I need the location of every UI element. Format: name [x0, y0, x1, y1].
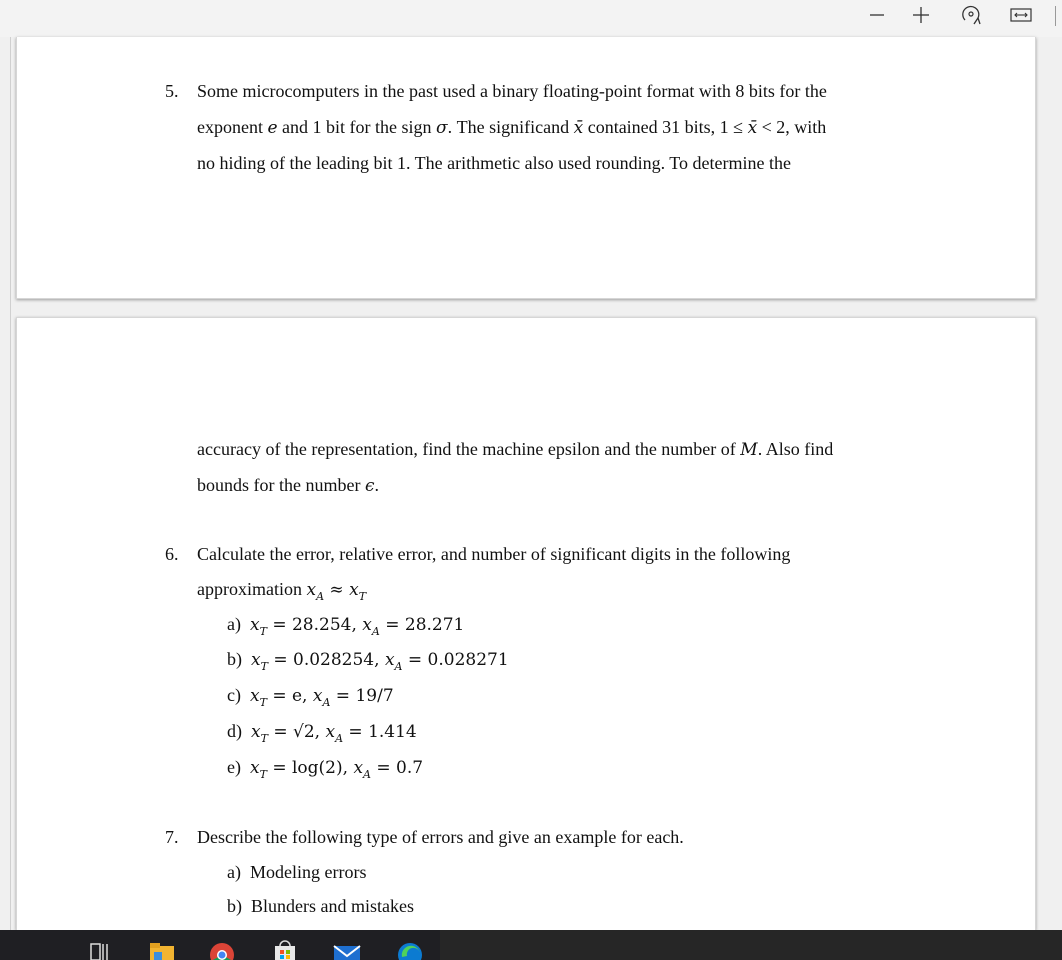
question-6-line-1: Calculate the error, relative error, and number of significant digits in the following [197, 544, 791, 564]
taskbar-empty-area [440, 930, 1062, 960]
question-7-number: 7. [165, 827, 179, 847]
rotate-button[interactable] [956, 0, 986, 30]
question-5-line-1: Some microcomputers in the past used a binary floating-point format with 8 bits for the [197, 81, 827, 101]
zoom-out-button[interactable] [862, 0, 892, 30]
mail-icon[interactable] [330, 930, 364, 960]
store-icon[interactable] [268, 930, 302, 960]
question-6-number: 6. [165, 544, 179, 564]
question-5-line-3: no hiding of the leading bit 1. The arithmetic also used rounding. To determine the [197, 153, 791, 173]
question-5-line-2: exponent e and 1 bit for the sign σ. The significand x̄ contained 31 bits, 1 ≤ x̄ < 2, with [197, 117, 827, 138]
document-page-2 [16, 317, 1036, 930]
document-page-1 [16, 37, 1036, 299]
zoom-in-button[interactable] [906, 0, 936, 30]
question-6-item: b) $x_T = 0.028254$, $x_A = 0.028271$ [227, 649, 509, 673]
chrome-icon[interactable] [205, 930, 239, 960]
question-5-continued-line-1: accuracy of the representation, find the machine epsilon and the number of M. Also find [197, 439, 834, 460]
task-view-icon[interactable] [82, 930, 116, 960]
question-5-number: 5. [165, 81, 179, 101]
question-7-item: a) Modeling errors [227, 862, 367, 882]
question-6-item: a) $x_T = 28.254$, $x_A = 28.271$ [227, 614, 465, 638]
scroll-track[interactable] [10, 37, 11, 930]
fit-width-icon [1010, 7, 1032, 23]
viewer-toolbar [0, 0, 1062, 37]
plus-icon [911, 5, 931, 25]
file-explorer-icon[interactable] [145, 930, 179, 960]
toolbar-divider [1055, 6, 1056, 26]
question-7-item: b) Blunders and mistakes [227, 896, 414, 916]
question-5-continued-line-2: bounds for the number ϵ. [197, 475, 379, 496]
edge-icon[interactable] [393, 930, 427, 960]
question-6-line-2: approximation $x_A \approx x_T$ [197, 579, 367, 603]
question-6-item: c) $x_T = e$, $x_A = 19/7$ [227, 685, 394, 709]
question-6-item: e) $x_T = \log(2)$, $x_A = 0.7$ [227, 757, 424, 781]
question-6-item: d) $x_T = √2$, $x_A = 1.414$ [227, 721, 417, 745]
rotate-icon [959, 4, 983, 26]
fit-width-button[interactable] [1006, 0, 1036, 30]
question-7-line-1: Describe the following type of errors and give an example for each. [197, 827, 684, 847]
minus-icon [869, 7, 885, 23]
